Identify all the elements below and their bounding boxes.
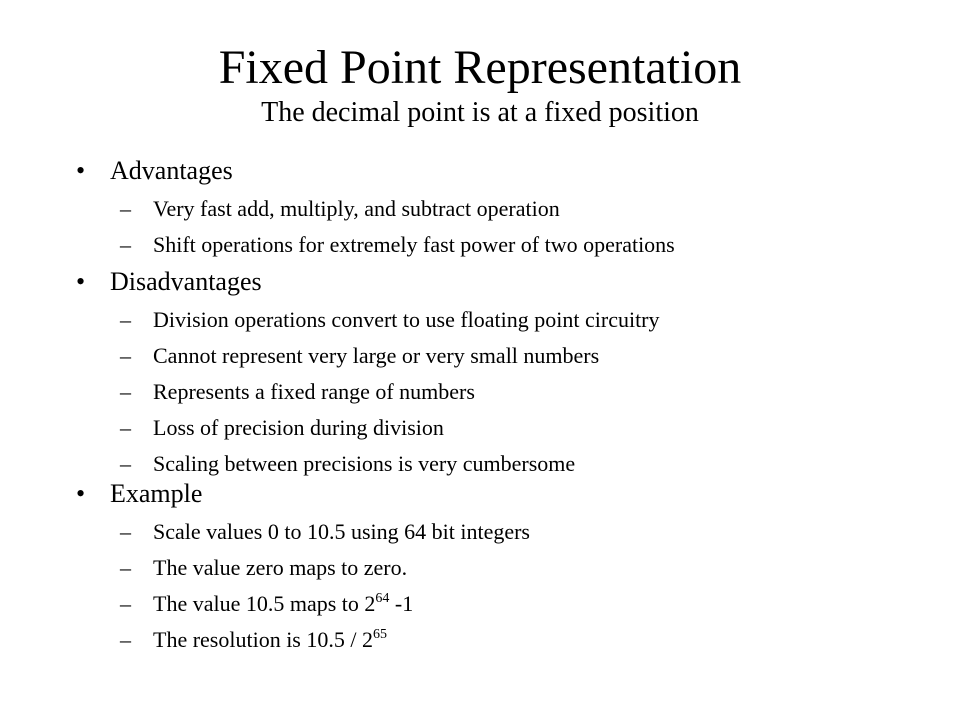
exponent: 65 xyxy=(372,627,387,642)
bullet-disadvantages xyxy=(0,262,960,302)
dash-icon: – xyxy=(120,307,131,332)
list-item xyxy=(0,410,960,446)
list-item-text: Very fast add, multiply, and subtract operation xyxy=(153,196,560,221)
slide-title: Fixed Point Representation xyxy=(218,41,742,94)
list-item-text: Scaling between precisions is very cumbersome xyxy=(153,451,576,476)
bullet-heading: Advantages xyxy=(110,156,233,185)
dash-icon: – xyxy=(120,343,131,368)
bullet-advantages xyxy=(0,151,960,191)
dash-icon: – xyxy=(120,232,131,257)
section-example xyxy=(0,474,960,658)
bullet-heading: Example xyxy=(110,479,203,508)
list-item xyxy=(0,374,960,410)
text-before-exponent: The resolution is 10.5 / 2 xyxy=(153,627,373,652)
list-item xyxy=(0,550,960,586)
list-item-text: Loss of precision during division xyxy=(153,415,444,440)
list-item xyxy=(0,227,960,263)
bullet-heading: Disadvantages xyxy=(110,267,262,296)
bullet-icon: • xyxy=(76,479,86,508)
section-disadvantages xyxy=(0,262,960,482)
list-item-text: Represents a fixed range of numbers xyxy=(153,379,475,404)
dash-icon: – xyxy=(120,555,131,580)
list-item xyxy=(0,191,960,227)
dash-icon: – xyxy=(120,519,131,544)
slide-subtitle: The decimal point is at a fixed position xyxy=(261,97,699,128)
list-item xyxy=(0,302,960,338)
list-item-text: Shift operations for extremely fast power of two operations xyxy=(153,232,675,257)
bullet-icon: • xyxy=(76,267,86,296)
list-item xyxy=(0,514,960,550)
dash-icon: – xyxy=(120,196,131,221)
dash-icon: – xyxy=(120,627,131,652)
dash-icon: – xyxy=(120,591,131,616)
section-advantages xyxy=(0,151,960,263)
text-before-exponent: The value 10.5 maps to 2 xyxy=(153,591,376,616)
bullet-example xyxy=(0,474,960,514)
dash-icon: – xyxy=(120,379,131,404)
list-item-text xyxy=(153,586,413,622)
list-item-text xyxy=(153,622,387,658)
list-item xyxy=(0,622,960,658)
bullet-icon: • xyxy=(76,156,86,185)
list-item xyxy=(0,338,960,374)
exponent: 64 xyxy=(375,591,390,606)
list-item-text: Division operations convert to use floating point circuitry xyxy=(153,307,660,332)
dash-icon: – xyxy=(120,415,131,440)
list-item-text: Cannot represent very large or very small numbers xyxy=(153,343,600,368)
list-item xyxy=(0,586,960,622)
dash-icon: – xyxy=(120,451,131,476)
text-after-exponent: -1 xyxy=(389,591,414,616)
list-item-text: Scale values 0 to 10.5 using 64 bit integers xyxy=(153,519,530,544)
list-item-text: The value zero maps to zero. xyxy=(153,555,408,580)
